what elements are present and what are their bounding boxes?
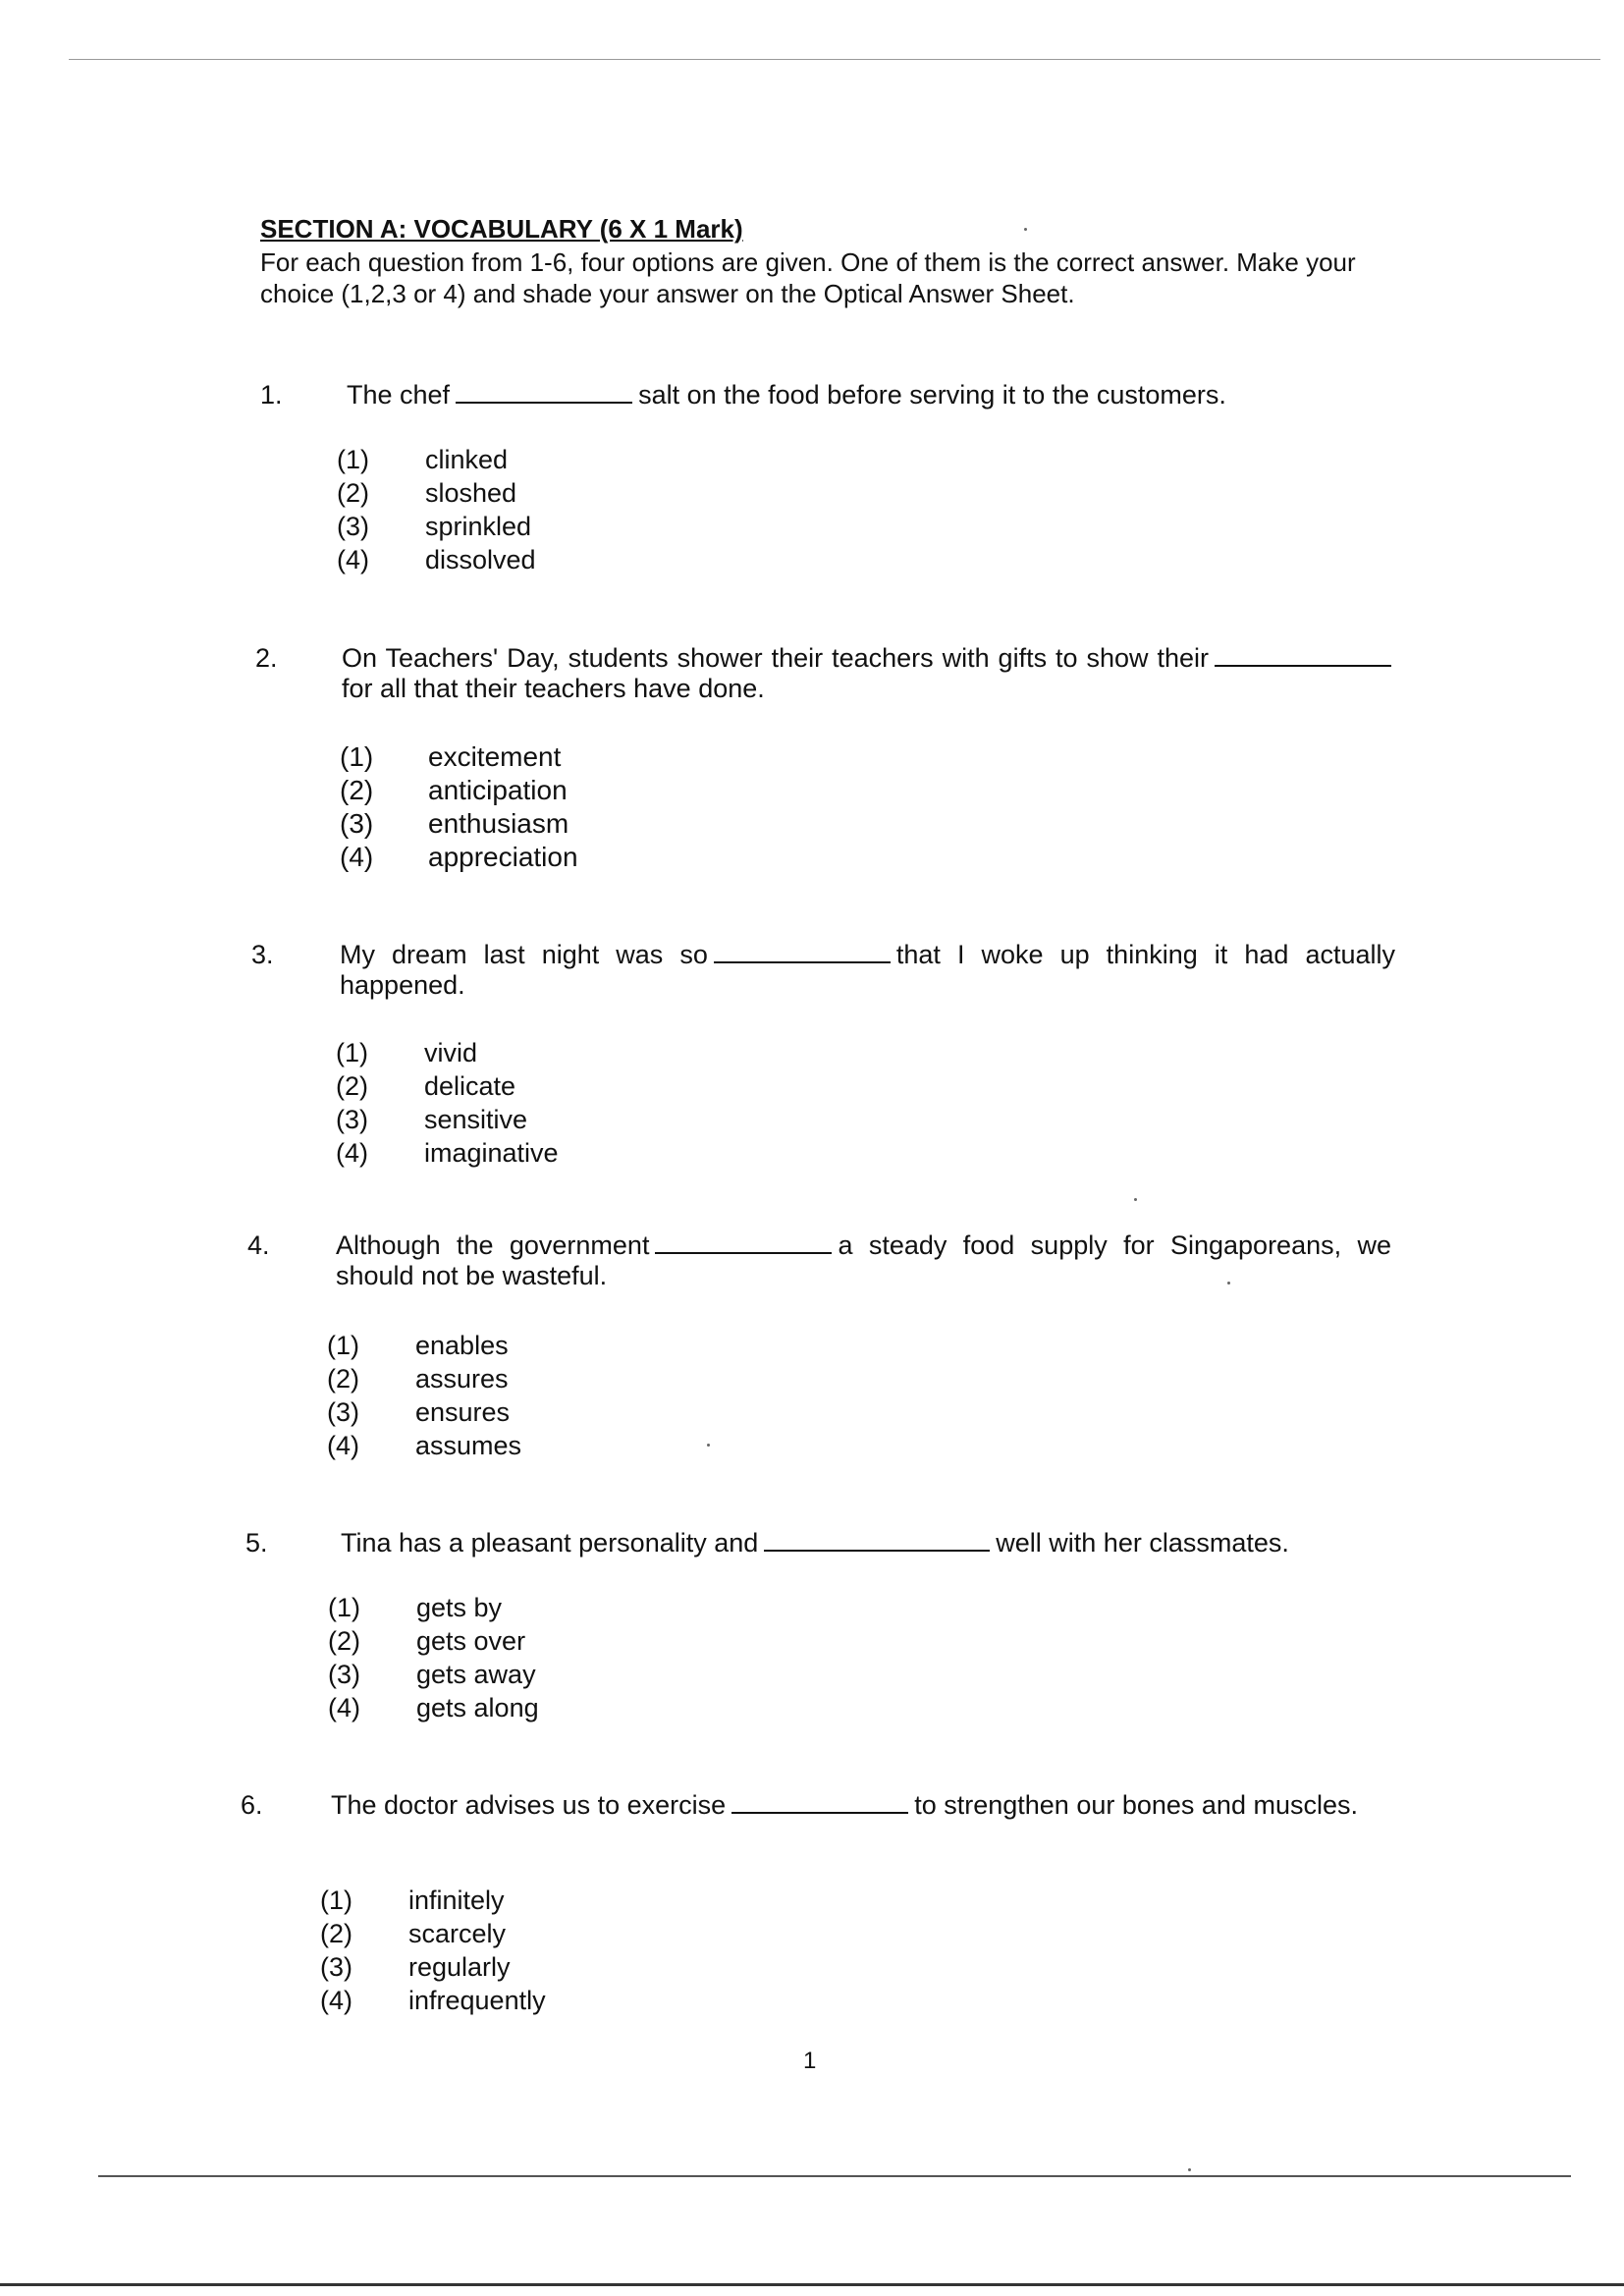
question-stem-after: that I woke up thinking it had actually happened. xyxy=(340,940,1395,1000)
option-text: sprinkled xyxy=(425,512,532,541)
question-stem-before: The doctor advises us to exercise xyxy=(331,1790,727,1820)
option-text: appreciation xyxy=(428,842,578,872)
option-text: anticipation xyxy=(428,775,568,805)
option-text: infrequently xyxy=(408,1986,546,2015)
option-number: (1) xyxy=(320,1886,352,1915)
answer-blank xyxy=(714,940,891,963)
scan-edge-bottom xyxy=(0,2283,1624,2286)
question-stem-after: salt on the food before serving it to the customers. xyxy=(638,380,1226,410)
option-text: delicate xyxy=(424,1071,516,1101)
option-text: sloshed xyxy=(425,478,517,508)
option-text: gets by xyxy=(416,1593,503,1622)
option-text: excitement xyxy=(428,741,562,772)
option-number: (2) xyxy=(340,775,374,805)
answer-blank xyxy=(731,1790,908,1814)
option-text: dissolved xyxy=(425,545,536,574)
option-text: sensitive xyxy=(424,1105,528,1134)
option-number: (4) xyxy=(337,545,369,574)
option-number: (4) xyxy=(336,1138,368,1168)
question-number: 2. xyxy=(255,643,278,673)
question-number: 4. xyxy=(247,1230,270,1260)
option-number: (3) xyxy=(327,1397,359,1427)
option-number: (1) xyxy=(340,741,374,772)
question-text xyxy=(342,643,1397,704)
question-text xyxy=(336,1230,1391,1291)
question-stem-before: The chef xyxy=(347,380,451,410)
option-number: (4) xyxy=(327,1431,359,1460)
scan-speck xyxy=(1188,2168,1191,2171)
answer-blank xyxy=(1215,643,1391,667)
option-number: (2) xyxy=(327,1364,359,1394)
option-number: (3) xyxy=(340,808,374,839)
option-number: (2) xyxy=(336,1071,368,1101)
question-text xyxy=(331,1790,1386,1821)
question-number: 5. xyxy=(245,1528,268,1558)
option-text: ensures xyxy=(415,1397,511,1427)
option-text: enthusiasm xyxy=(428,808,569,839)
option-text: gets away xyxy=(416,1660,536,1689)
question-number: 3. xyxy=(251,940,274,969)
option-text: regularly xyxy=(408,1952,511,1982)
option-text: clinked xyxy=(425,445,509,474)
option-number: (2) xyxy=(328,1626,360,1656)
question-stem-after: for all that their teachers have done. xyxy=(342,674,765,703)
scan-speck xyxy=(1024,228,1027,231)
option-number: (3) xyxy=(336,1105,368,1134)
option-number: (1) xyxy=(328,1593,360,1622)
option-number: (2) xyxy=(320,1919,352,1948)
scan-edge-top xyxy=(69,59,1600,60)
option-number: (1) xyxy=(336,1038,368,1067)
section-heading: SECTION A: VOCABULARY (6 X 1 Mark) xyxy=(260,214,743,244)
question-stem-after: to strengthen our bones and muscles. xyxy=(914,1790,1358,1820)
footer-rule xyxy=(98,2175,1571,2177)
question-number: 6. xyxy=(241,1790,263,1820)
option-text: assures xyxy=(415,1364,509,1394)
option-text: gets along xyxy=(416,1693,539,1722)
scan-speck xyxy=(707,1444,710,1447)
option-number: (3) xyxy=(337,512,369,541)
option-text: assumes xyxy=(415,1431,522,1460)
question-stem-after: well with her classmates. xyxy=(996,1528,1289,1558)
question-stem-before: My dream last night was so xyxy=(340,940,708,969)
page-number: 1 xyxy=(803,2048,817,2074)
section-instructions: For each question from 1-6, four options are given. One of them is the correct answer. Make your choice (1,2,3 or 4) and shade your answer on the Optical Answer Sheet. xyxy=(260,247,1356,308)
question-text xyxy=(341,1528,1396,1558)
question-number: 1. xyxy=(260,380,283,410)
question-stem-before: Although the government xyxy=(336,1230,650,1260)
question-text xyxy=(347,380,1402,410)
option-number: (4) xyxy=(328,1693,360,1722)
question-stem-after: a steady food supply for Singaporeans, we should not be wasteful. xyxy=(336,1230,1391,1290)
option-text: enables xyxy=(415,1331,509,1360)
option-number: (1) xyxy=(337,445,369,474)
scan-speck xyxy=(1134,1198,1137,1201)
question-stem-before: Tina has a pleasant personality and xyxy=(341,1528,759,1558)
question-stem-before: On Teachers' Day, students shower their teachers with gifts to show their xyxy=(342,643,1209,673)
answer-blank xyxy=(655,1230,832,1254)
option-number: (4) xyxy=(340,842,374,872)
option-number: (4) xyxy=(320,1986,352,2015)
answer-blank xyxy=(764,1528,990,1552)
option-text: scarcely xyxy=(408,1919,507,1948)
answer-blank xyxy=(456,380,632,404)
option-text: gets over xyxy=(416,1626,526,1656)
option-number: (3) xyxy=(320,1952,352,1982)
option-number: (3) xyxy=(328,1660,360,1689)
option-number: (2) xyxy=(337,478,369,508)
option-text: imaginative xyxy=(424,1138,559,1168)
option-text: vivid xyxy=(424,1038,478,1067)
question-text xyxy=(340,940,1395,1001)
option-number: (1) xyxy=(327,1331,359,1360)
option-text: infinitely xyxy=(408,1886,505,1915)
